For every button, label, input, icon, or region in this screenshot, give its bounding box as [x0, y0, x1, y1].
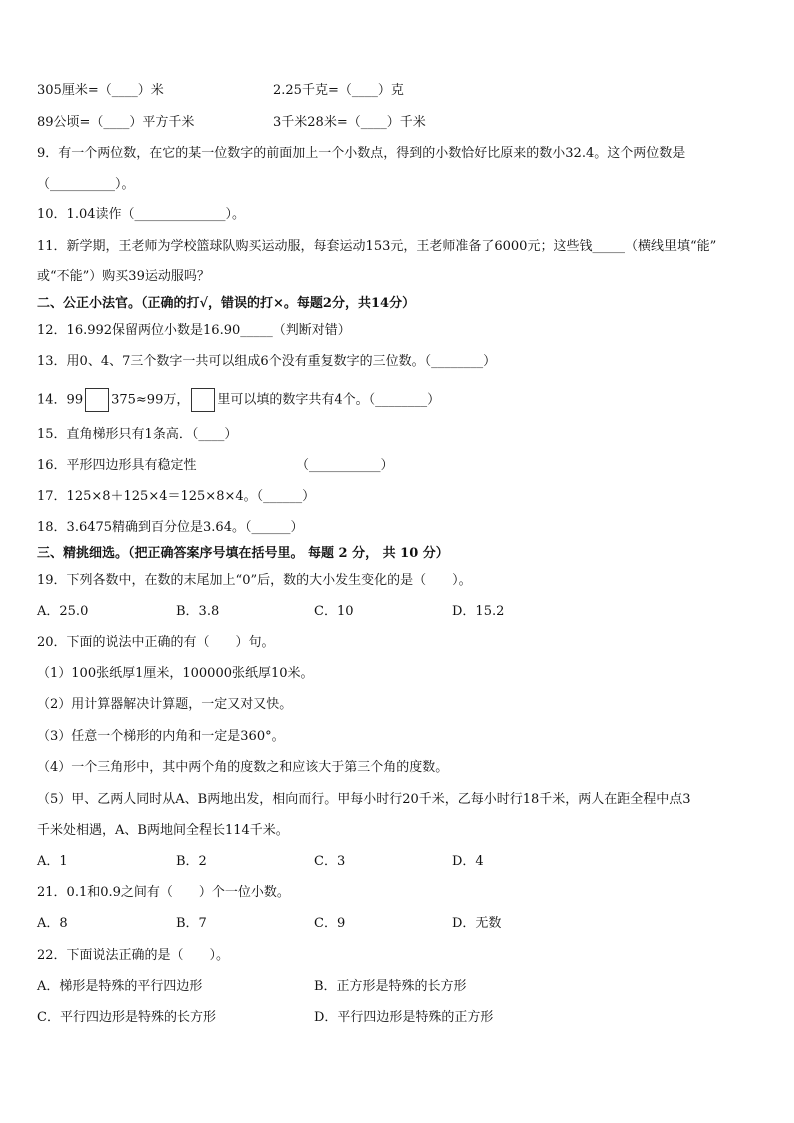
q22-option-c: C．平行四边形是特殊的长方形: [37, 1010, 216, 1025]
blank-box: [85, 388, 109, 412]
question-18: 18．3.6475精确到百分位是3.64。（______）: [37, 520, 304, 535]
q21-option-d: D．无数: [452, 916, 502, 931]
q21-option-b: B．7: [176, 916, 207, 931]
question-22-stem: 22．下面说法正确的是（ ）。: [37, 948, 230, 963]
unit-conversion-2a: 89公顷=（____）平方千米: [37, 115, 195, 130]
question-11-line2: 或“不能”）购买39运动服吗？: [37, 269, 210, 284]
question-13: 13．用0、4、7三个数字一共可以组成6个没有重复数字的三位数。（________）: [37, 354, 497, 369]
question-15: 15．直角梯形只有1条高．（____）: [37, 427, 238, 442]
q22-option-a: A．梯形是特殊的平行四边形: [37, 979, 203, 994]
q20-option-b: B．2: [176, 854, 207, 869]
question-9-line2: （__________）。: [37, 177, 135, 192]
q20-option-c: C．3: [314, 854, 346, 869]
question-20-statement-5a: （5）甲、乙两人同时从A、B两地出发，相向而行。甲每小时行20千米，乙每小时行18千米，两人在距全程中点3: [37, 792, 691, 807]
section-3-heading: 三、精挑细选。（把正确答案序号填在括号里。 每题 2 分， 共 10 分）: [37, 546, 449, 561]
question-14-part-a: 14．99: [37, 392, 84, 408]
question-20-statement-2: （2）用计算器解决计算题，一定又对又快。: [37, 697, 293, 712]
question-16-text: 16．平形四边形具有稳定性: [37, 458, 197, 473]
unit-conversion-1a: 305厘米=（____）米: [37, 83, 164, 98]
q19-option-b: B．3.8: [176, 604, 220, 619]
question-16-answer: （___________）: [296, 458, 394, 473]
q22-option-d: D．平行四边形是特殊的正方形: [314, 1010, 494, 1025]
question-10: 10．1.04读作（______________）。: [37, 207, 245, 222]
question-20-stem: 20．下面的说法中正确的有（ ）句。: [37, 635, 275, 650]
question-20-statement-1: （1）100张纸厚1厘米，100000张纸厚10米。: [37, 666, 314, 681]
question-14-part-c: 里可以填的数字共有4个。（________）: [217, 392, 441, 408]
unit-conversion-1b: 2.25千克=（____）克: [273, 83, 404, 98]
q21-option-a: A．8: [37, 916, 68, 931]
q19-option-d: D．15.2: [452, 604, 505, 619]
unit-conversion-2b: 3千米28米=（____）千米: [273, 115, 426, 130]
q22-option-b: B．正方形是特殊的长方形: [314, 979, 467, 994]
question-20-statement-3: （3）任意一个梯形的内角和一定是360°。: [37, 729, 285, 744]
question-9-line1: 9．有一个两位数，在它的某一位数字的前面加上一个小数点，得到的小数恰好比原来的数小32.4。这个两位数是: [37, 146, 686, 161]
question-11-line1: 11．新学期，王老师为学校篮球队购买运动服，每套运动153元，王老师准备了6000元；这些钱_____（横线里填“能”: [37, 239, 717, 254]
q21-option-c: C．9: [314, 916, 346, 931]
question-14-part-b: 375≈99万，: [111, 392, 190, 408]
q19-option-a: A．25.0: [37, 604, 89, 619]
question-20-statement-5b: 千米处相遇，A、B两地间全程长114千米。: [37, 823, 289, 838]
question-19-stem: 19．下列各数中，在数的末尾加上“0”后，数的大小发生变化的是（ ）。: [37, 573, 472, 588]
question-17: 17．125×8＋125×4＝125×8×4。（______）: [37, 489, 316, 504]
question-21-stem: 21．0.1和0.9之间有（ ）个一位小数。: [37, 885, 290, 900]
blank-box: [191, 388, 215, 412]
question-12: 12．16.992保留两位小数是16.90_____（判断对错）: [37, 323, 351, 338]
question-14: [37, 388, 440, 412]
question-20-statement-4: （4）一个三角形中，其中两个角的度数之和应该大于第三个角的度数。: [37, 760, 449, 775]
q20-option-a: A．1: [37, 854, 68, 869]
q19-option-c: C．10: [314, 604, 354, 619]
q20-option-d: D．4: [452, 854, 484, 869]
section-2-heading: 二、公正小法官。（正确的打√，错误的打×。每题2分，共14分）: [37, 296, 416, 311]
